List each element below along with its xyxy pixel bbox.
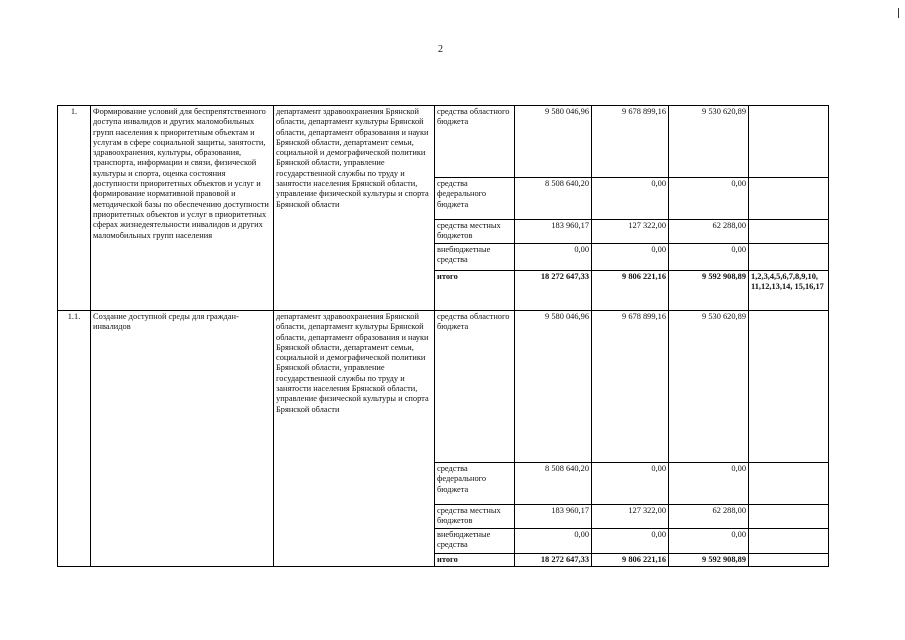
value-1: 9 580 046,96	[515, 311, 592, 463]
value-3: 62 288,00	[669, 220, 749, 244]
measure-name: Формирование условий для беспрепятственного доступа инвалидов и других маломобильных групп населения к приоритетным объектам и услугам в сфере социальной защиты, занятости, здравоохранения, культуры, образования, транспорта, информации и связи, физической культуры и спорта, оценка состояния доступности приоритетных объектов и услуг и формирование нормативной правовой и методической базы по обеспечению доступности приоритетных объектов и услуг в приоритетных сферах жизнедеятельности инвалидов и других маломобильных групп населения	[91, 106, 274, 311]
value-1: 183 960,17	[515, 220, 592, 244]
indicators	[749, 244, 829, 271]
value-2: 0,00	[592, 463, 669, 505]
value-1: 8 508 640,20	[515, 178, 592, 220]
total-value-1: 18 272 647,33	[515, 271, 592, 311]
source-label: средства областного бюджета	[435, 311, 515, 463]
indicators	[749, 529, 829, 554]
measure-name: Создание доступной среды для граждан-инвалидов	[91, 311, 274, 567]
value-2: 0,00	[592, 178, 669, 220]
table-row	[58, 106, 829, 178]
value-3: 0,00	[669, 463, 749, 505]
program-table	[57, 105, 829, 567]
value-1: 8 508 640,20	[515, 463, 592, 505]
value-3: 0,00	[669, 529, 749, 554]
total-value-3: 9 592 908,89	[669, 271, 749, 311]
value-2: 9 678 899,16	[592, 106, 669, 178]
indicators	[749, 505, 829, 529]
source-label: внебюджетные средства	[435, 529, 515, 554]
value-2: 127 322,00	[592, 220, 669, 244]
indicators	[749, 178, 829, 220]
value-3: 9 530 620,89	[669, 106, 749, 178]
total-value-2: 9 806 221,16	[592, 271, 669, 311]
total-value-1: 18 272 647,33	[515, 554, 592, 567]
value-3: 9 530 620,89	[669, 311, 749, 463]
source-label: средства федерального бюджета	[435, 463, 515, 505]
indicators	[749, 106, 829, 178]
source-label: средства местных бюджетов	[435, 505, 515, 529]
total-label: итого	[435, 554, 515, 567]
value-3: 62 288,00	[669, 505, 749, 529]
executor: департамент здравоохранения Брянской области, департамент культуры Брянской области, департамент образования и науки Брянской области, департамент семьи, социальной и демографической политики Брянской области, управление государственной службы по труду и занятости населения Брянской области, управление физической культуры и спорта Брянской области	[274, 106, 435, 311]
page-number: 2	[438, 44, 443, 55]
value-2: 0,00	[592, 244, 669, 271]
total-value-2: 9 806 221,16	[592, 554, 669, 567]
total-value-3: 9 592 908,89	[669, 554, 749, 567]
source-label: средства местных бюджетов	[435, 220, 515, 244]
source-label: средства областного бюджета	[435, 106, 515, 178]
indicator-numbers	[749, 554, 829, 567]
value-3: 0,00	[669, 244, 749, 271]
value-2: 9 678 899,16	[592, 311, 669, 463]
indicators	[749, 220, 829, 244]
value-1: 0,00	[515, 529, 592, 554]
row-number: 1.	[58, 106, 91, 311]
value-2: 127 322,00	[592, 505, 669, 529]
value-1: 9 580 046,96	[515, 106, 592, 178]
source-label: внебюджетные средства	[435, 244, 515, 271]
edge-mark	[898, 8, 899, 18]
row-number: 1.1.	[58, 311, 91, 567]
indicator-numbers: 1,2,3,4,5,6,7,8,9,10, 11,12,13,14, 15,16,17	[749, 271, 829, 311]
value-2: 0,00	[592, 529, 669, 554]
value-1: 183 960,17	[515, 505, 592, 529]
source-label: средства федерального бюджета	[435, 178, 515, 220]
value-1: 0,00	[515, 244, 592, 271]
indicators	[749, 311, 829, 463]
value-3: 0,00	[669, 178, 749, 220]
total-label: итого	[435, 271, 515, 311]
table-row	[58, 311, 829, 463]
indicators	[749, 463, 829, 505]
executor: департамент здравоохранения Брянской области, департамент культуры Брянской области, департамент образования и науки Брянской области, департамент семьи, социальной и демографической политики Брянской области, управление государственной службы по труду и занятости населения Брянской области, управление физической культуры и спорта Брянской области	[274, 311, 435, 567]
